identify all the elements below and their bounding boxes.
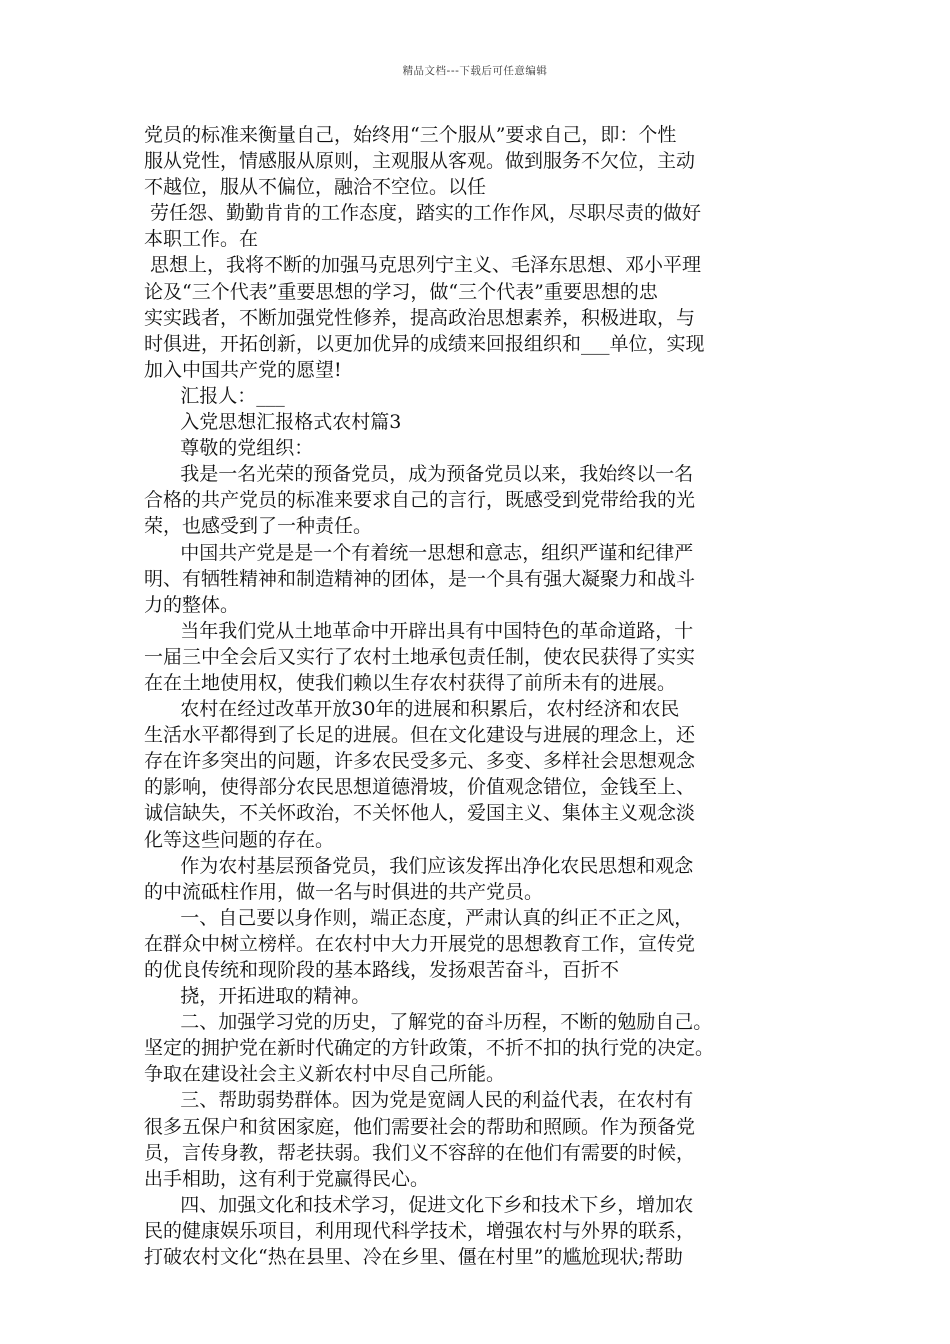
page-header: 精品文档---下载后可任意编辑 xyxy=(402,65,548,77)
text-line: 劳任怨、勤勤肯肯的工作态度，踏实的工作作风，尽职尽责的做好 xyxy=(144,202,702,225)
text-line: 当年我们党从土地革命中开辟出具有中国特色的革命道路，十 xyxy=(144,619,694,642)
text-line: 四、加强文化和技术学习，促进文化下乡和技术下乡，增加农 xyxy=(144,1193,694,1216)
text-line: 我是一名光荣的预备党员，成为预备党员以来，我始终以一名 xyxy=(144,463,694,486)
text-line: 思想上，我将不断的加强马克思列宁主义、毛泽东思想、邓小平理 xyxy=(144,254,702,277)
text-line: 时俱进，开拓创新，以更加优异的成绩来回报组织和___单位，实现 xyxy=(144,332,705,355)
text-line: 化等这些问题的存在。 xyxy=(144,828,335,851)
text-line: 党员的标准来衡量自己，始终用“三个服从”要求自己，即：个性 xyxy=(144,124,677,146)
text-line: 合格的共产党员的标准来要求自己的言行，既感受到党带给我的光 xyxy=(144,489,696,512)
text-line: 作为农村基层预备党员，我们应该发挥出净化农民思想和观念 xyxy=(144,854,694,877)
text-line: 汇报人：___ xyxy=(144,384,285,407)
text-line: 挠，开拓进取的精神。 xyxy=(144,985,371,1008)
text-line: 民的健康娱乐项目，利用现代科学技术，增强农村与外界的联系， xyxy=(144,1219,696,1242)
text-line: 生活水平都得到了长足的进展。但在文化建设与进展的理念上，还 xyxy=(144,724,696,747)
text-line: 坚定的拥护党在新时代确定的方针政策，不折不扣的执行党的决定。 xyxy=(144,1037,715,1060)
text-line: 农村在经过改革开放30年的进展和积累后，农村经济和农民 xyxy=(144,698,680,721)
text-line: 的中流砥柱作用，做一名与时俱进的共产党员。 xyxy=(144,880,544,903)
text-line: 力的整体。 xyxy=(144,593,240,616)
text-line: 打破农村文化“热在县里、冷在乡里、僵在村里”的尴尬现状;帮助 xyxy=(144,1246,683,1269)
text-line: 二、加强学习党的历史，了解党的奋斗历程，不断的勉励自己。 xyxy=(144,1011,713,1034)
text-line: 不越位，服从不偏位，融洽不空位。以任 xyxy=(144,176,487,199)
text-line: 在在土地使用权，使我们赖以生存农村获得了前所未有的进展。 xyxy=(144,671,677,694)
text-line: 中国共产党是是一个有着统一思想和意志，组织严谨和纪律严 xyxy=(144,541,694,564)
text-line: 三、帮助弱势群体。因为党是宽阔人民的利益代表，在农村有 xyxy=(144,1089,694,1112)
text-line: 荣，也感受到了一种责任。 xyxy=(144,515,373,538)
text-line: 存在许多突出的问题，许多农民受多元、多变、多样社会思想观念 xyxy=(144,750,696,773)
text-line: 论及“三个代表”重要思想的学习，做“三个代表”重要思想的忠 xyxy=(144,280,658,303)
text-line: 诚信缺失，不关怀政治，不关怀他人，爱国主义、集体主义观念淡 xyxy=(144,802,696,825)
text-line: 服从党性，情感服从原则，主观服从客观。做到服务不欠位，主动 xyxy=(144,150,696,173)
text-line: 员，言传身教，帮老扶弱。我们义不容辞的在他们有需要的时候， xyxy=(144,1141,696,1164)
text-line: 本职工作。在 xyxy=(144,228,259,251)
text-line: 在群众中树立榜样。在农村中大力开展党的思想教育工作，宣传党 xyxy=(144,932,696,955)
text-line: 加入中国共产党的愿望! xyxy=(144,358,342,381)
text-line: 入党思想汇报格式农村篇3 xyxy=(144,411,402,434)
text-line: 明、有牺牲精神和制造精神的团体，是一个具有强大凝聚力和战斗 xyxy=(144,567,696,590)
text-line: 尊敬的党组织： xyxy=(144,437,314,460)
text-line: 一、自己要以身作则，端正态度，严肃认真的纠正不正之风， xyxy=(144,906,694,929)
text-line: 一届三中全会后又实行了农村土地承包责任制，使农民获得了实实 xyxy=(144,645,696,668)
text-line: 争取在建设社会主义新农村中尽自己所能。 xyxy=(144,1063,506,1086)
text-line: 很多五保户和贫困家庭，他们需要社会的帮助和照顾。作为预备党 xyxy=(144,1115,696,1138)
text-line: 出手相助，这有利于党赢得民心。 xyxy=(144,1167,430,1190)
text-line: 的影响，使得部分农民思想道德滑坡，价值观念错位，金钱至上、 xyxy=(144,776,696,799)
document-body xyxy=(144,122,834,1270)
text-line: 的优良传统和现阶段的基本路线，发扬艰苦奋斗，百折不 xyxy=(144,959,620,981)
text-line: 实实践者，不断加强党性修养，提高政治思想素养，积极进取，与 xyxy=(144,306,696,329)
